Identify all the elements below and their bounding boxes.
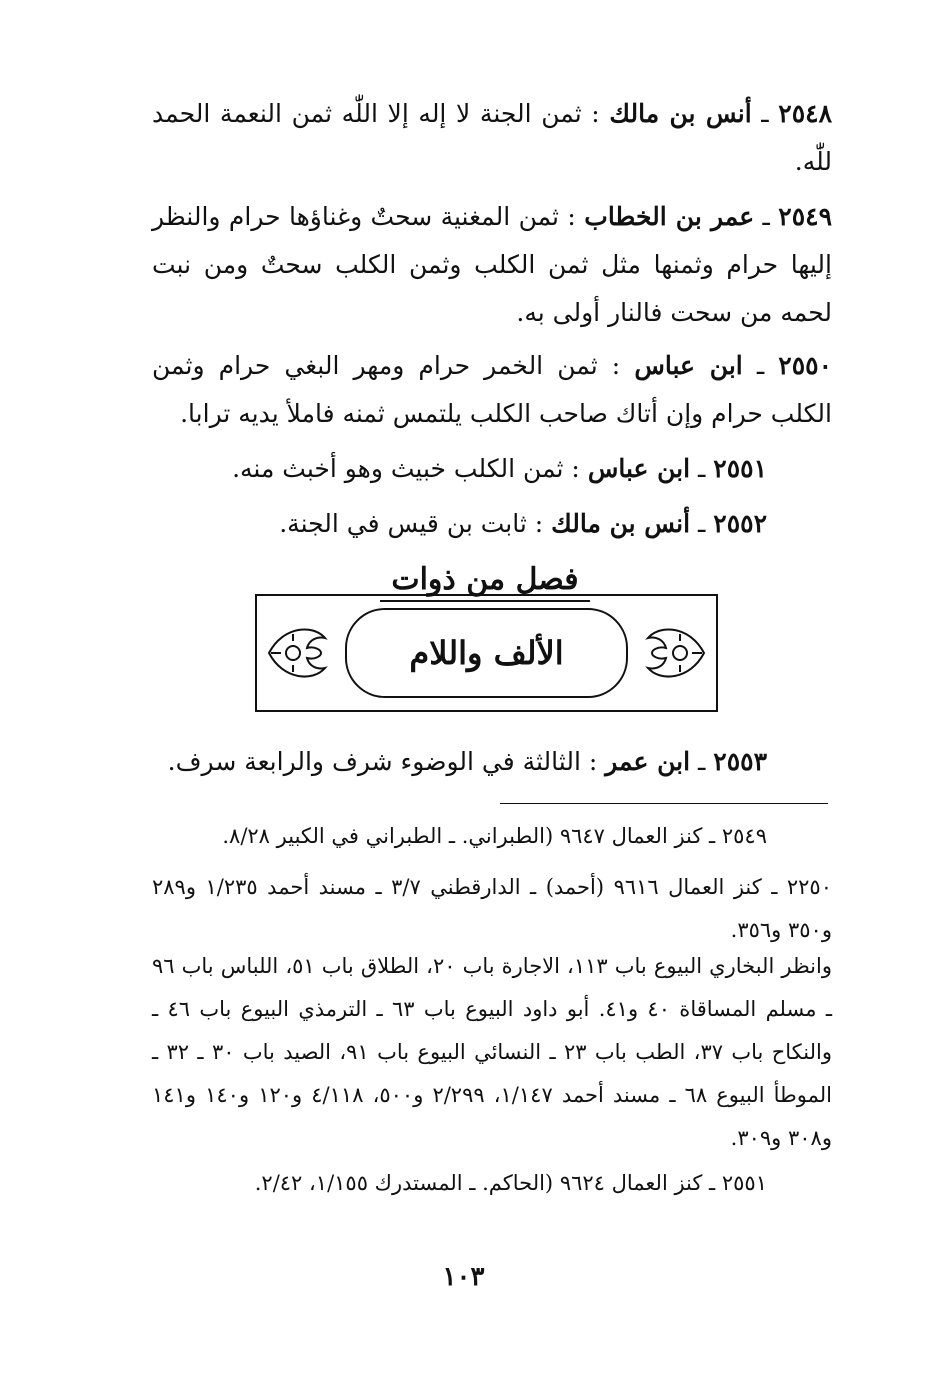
footnote-2550: ٢٢٥٠ ـ كنز العمال ٩٦١٦ (أحمد) ـ الدارقطني ٣/٧ ـ مسند أحمد ١/٢٣٥ و٢٨٩ و٣٥٠ و٣٥٦. [152, 875, 832, 942]
section-title: الألف واللام [345, 608, 628, 698]
hadith-entry-2549: ٢٥٤٩ ـ عمر بن الخطاب : ثمن المغنية سحتٌ وغناؤها حرام والنظر إليها حرام وثمنها مثل ثمن الكلب وثمن الكلب سحتٌ ومن نبت لحمه من سحت فالنار أولى به. [152, 202, 833, 327]
narrator-name: ابن عباس [634, 351, 743, 380]
hadith-entry-2548: ٢٥٤٨ ـ أنس بن مالك : ثمن الجنة لا إله إلا اللّٰه ثمن النعمة الحمد للّٰه. [152, 99, 832, 176]
entry-text: : ثمن الجنة لا إله إلا اللّٰه ثمن النعمة الحمد للّٰه. [152, 99, 832, 176]
footnote-separator [500, 803, 828, 804]
entry-text: : ثابت بن قيس في الجنة. [279, 509, 544, 538]
footnote-2551: ٢٥٥١ ـ كنز العمال ٩٦٢٤ (الحاكم. ـ المستدرك ١/١٥٥، ٢/٤٢. [254, 1171, 767, 1195]
entry-number: ٢٥٥٣ [713, 747, 767, 776]
footnote-references: وانظر البخاري البيوع باب ١١٣، الاجارة باب ٢٠، الطلاق باب ٥١، اللباس باب ٩٦ ـ مسلم المساقاة ٤٠ و٤١. أبو داود البيوع باب ٦٣ ـ الترمذي البيوع باب ٤٦ ـ والنكاح باب ٣٧، الطب باب ٢٣ ـ النسائي البيوع باب ٩١، الصيد باب ٣٠ ـ ٣٢ ـ الموطأ البيوع ٦٨ ـ مسند أحمد ١/١٤٧، ٢/٢٩٩ و٥٠٠، ٤/١١٨ و١٢٠ و١٤٠ و١٤١ و٣٠٨ و٣٠٩. [152, 954, 832, 1150]
footnote-2549: ٢٥٤٩ ـ كنز العمال ٩٦٤٧ (الطبراني. ـ الطبراني في الكبير ٨/٢٨. [222, 824, 767, 848]
entry-number: ٢٥٥١ [713, 454, 767, 483]
arabesque-ornament-icon [263, 616, 333, 690]
hadith-entry-2552: ٢٥٥٢ ـ أنس بن مالك : ثابت بن قيس في الجنة. [279, 509, 767, 538]
entry-number: ٢٥٤٩ [778, 202, 833, 231]
section-title-frame [255, 594, 718, 712]
entry-number: ٢٥٤٨ [778, 99, 832, 128]
narrator-name: ابن عباس [587, 454, 691, 483]
page-number: ١٠٣ [442, 1262, 485, 1292]
narrator-name: أنس بن مالك [609, 99, 752, 128]
section-heading-top: فصل من ذوات [380, 560, 590, 602]
narrator-name: ابن عمر [605, 747, 691, 776]
arabesque-ornament-icon [640, 616, 710, 690]
narrator-name: أنس بن مالك [551, 509, 691, 538]
hadith-entry-2550: ٢٥٥٠ ـ ابن عباس : ثمن الخمر حرام ومهر البغي حرام وثمن الكلب حرام وإن أتاك صاحب الكلب يلتمس ثمنه فاملأ يديه ترابا. [152, 351, 832, 428]
hadith-entry-2551: ٢٥٥١ ـ ابن عباس : ثمن الكلب خبيث وهو أخبث منه. [232, 454, 767, 483]
entry-text: : ثمن الخمر حرام ومهر البغي حرام وثمن الكلب حرام وإن أتاك صاحب الكلب يلتمس ثمنه فاملأ يديه ترابا. [152, 351, 832, 428]
narrator-name: عمر بن الخطاب [584, 202, 755, 231]
entry-text: : ثمن المغنية سحتٌ وغناؤها حرام والنظر إليها حرام وثمنها مثل ثمن الكلب وثمن الكلب سحتٌ ومن نبت لحمه من سحت فالنار أولى به. [152, 202, 832, 327]
entry-number: ٢٥٥٠ [778, 351, 832, 380]
entry-text: : ثمن الكلب خبيث وهو أخبث منه. [232, 454, 580, 483]
entry-number: ٢٥٥٢ [713, 509, 767, 538]
entry-text: : الثالثة في الوضوء شرف والرابعة سرف. [167, 747, 598, 776]
hadith-entry-2553: ٢٥٥٣ ـ ابن عمر : الثالثة في الوضوء شرف والرابعة سرف. [167, 747, 767, 776]
